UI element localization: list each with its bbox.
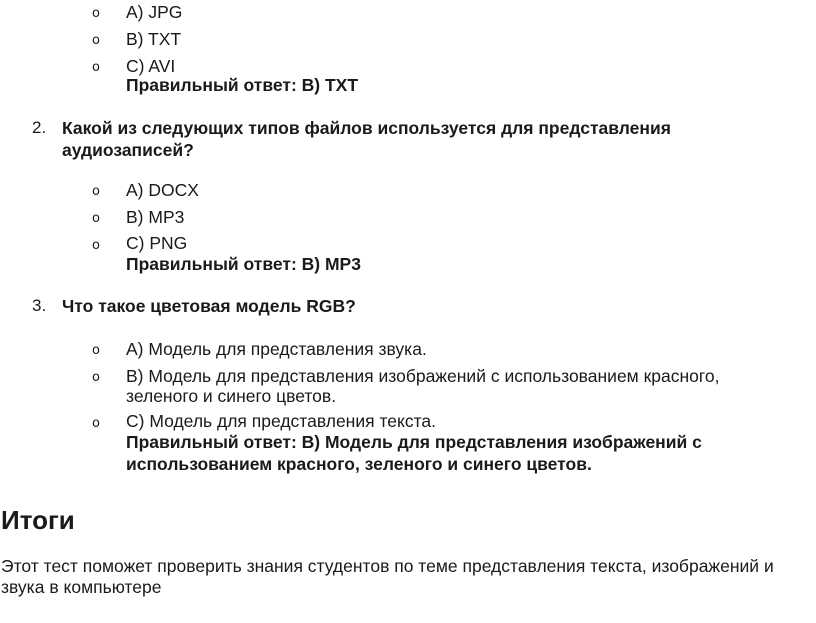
list-bullet: o [92,211,100,226]
q1-answer: Правильный ответ: B) TXT [126,75,359,95]
q2-option-c: C) PNG [126,233,188,253]
list-bullet: o [92,60,100,75]
list-bullet: o [92,370,100,385]
q3-answer-line2: использованием красного, зеленого и синего цветов. [126,454,592,474]
section-heading: Итоги [1,505,75,535]
q1-option-c: C) AVI [126,56,176,76]
q2-question-line1: Какой из следующих типов файлов используется для представления [62,118,671,138]
q3-question: Что такое цветовая модель RGB? [62,296,356,316]
summary-text-line2: звука в компьютере [1,577,162,597]
q2-option-a: A) DOCX [126,180,199,200]
list-bullet: o [92,416,100,431]
q1-option-a: A) JPG [126,2,183,22]
q2-answer: Правильный ответ: B) MP3 [126,254,361,274]
q2-number: 2. [32,118,47,137]
summary-text-line1: Этот тест поможет проверить знания студентов по теме представления текста, изображений и [1,556,774,576]
q3-option-b: B) Модель для представления изображений с использованием красного, [126,366,720,386]
list-bullet: o [92,6,100,21]
q3-option-b-line2: зеленого и синего цветов. [126,386,337,406]
q2-question-line2: аудиозаписей? [62,140,194,160]
q3-answer-line1: Правильный ответ: B) Модель для представления изображений с [126,432,702,452]
list-bullet: o [92,184,100,199]
list-bullet: o [92,343,100,358]
q1-option-b: B) TXT [126,29,182,49]
q3-option-a: A) Модель для представления звука. [126,339,427,359]
q2-option-b: B) MP3 [126,207,185,227]
list-bullet: o [92,33,100,48]
q3-number: 3. [32,296,47,315]
list-bullet: o [92,238,100,253]
q3-option-c: C) Модель для представления текста. [126,411,437,431]
